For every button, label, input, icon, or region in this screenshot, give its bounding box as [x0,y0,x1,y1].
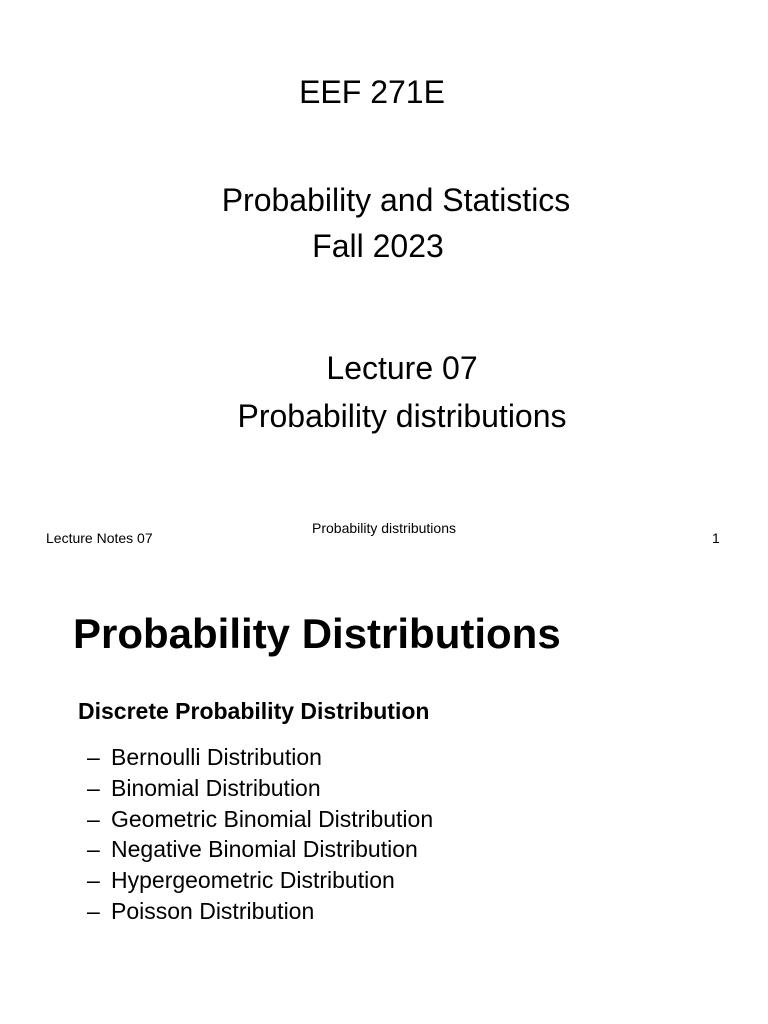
slide-title: Probability Distributions [73,610,561,657]
bullet-dash: – [87,897,100,924]
course-title: Probability and Statistics [221,182,571,218]
bullet-dash: – [87,836,100,863]
lecture-number: Lecture 07 [326,350,478,386]
list-item [87,804,433,835]
footer-topic: Probability distributions [312,520,456,536]
distribution-list [87,742,433,927]
list-item-label: Binomial Distribution [111,774,321,801]
list-item-label: Negative Binomial Distribution [111,836,418,863]
bullet-dash: – [87,774,100,801]
content-slide [0,560,768,1024]
list-item-label: Bernoulli Distribution [111,744,322,770]
lecture-topic: Probability distributions [237,398,567,434]
footer-page-number: 1 [712,530,720,546]
course-code: EEF 271E [299,74,445,110]
footer-lecture-notes: Lecture Notes 07 [46,530,153,546]
list-item [87,742,433,773]
term: Fall 2023 [312,228,444,264]
list-item-label: Hypergeometric Distribution [111,867,395,894]
list-item [87,773,433,804]
list-item [87,865,433,896]
bullet-dash: – [87,744,100,770]
list-item [87,896,433,927]
bullet-dash: – [87,867,100,894]
list-item-label: Geometric Binomial Distribution [111,805,434,832]
list-item-label: Poisson Distribution [111,897,315,924]
list-item [87,834,433,865]
bullet-dash: – [87,805,100,832]
section-heading: Discrete Probability Distribution [78,698,430,724]
